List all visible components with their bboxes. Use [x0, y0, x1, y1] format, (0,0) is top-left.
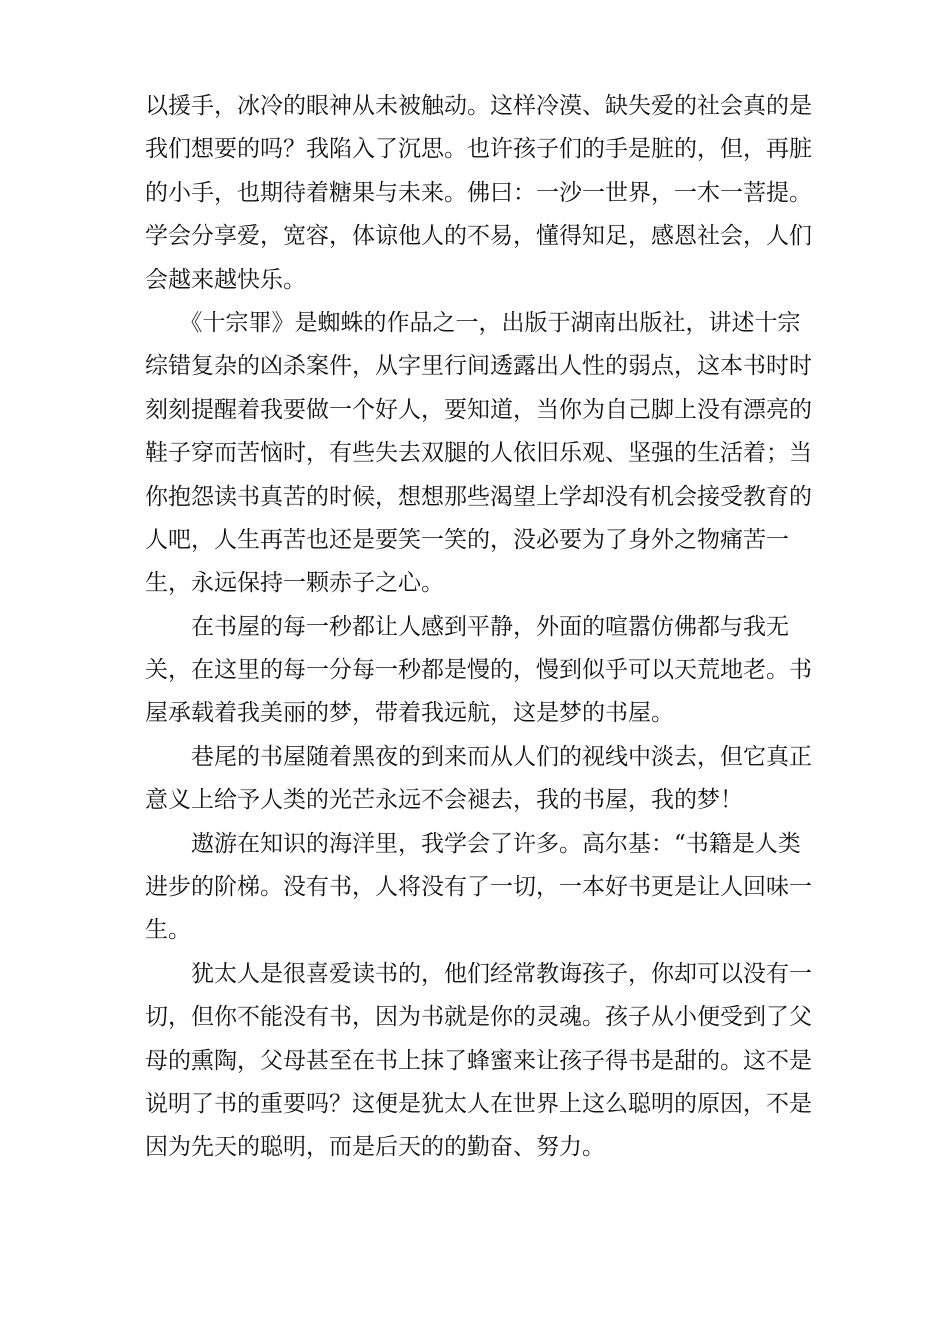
text-line: 母的熏陶，父母甚至在书上抹了蜂蜜来让孩子得书是甜的。这不是 [145, 1047, 812, 1074]
text-line: 鞋子穿而苦恼时，有些失去双腿的人依旧乐观、坚强的生活着；当 [145, 440, 812, 467]
text-line: 在书屋的每一秒都让人感到平静，外面的喧嚣仿佛都与我无 [145, 613, 789, 640]
text-line: 巷尾的书屋随着黑夜的到来而从人们的视线中淡去，但它真正 [145, 743, 812, 770]
text-line: 人吧，人生再苦也还是要笑一笑的，没必要为了身外之物痛苦一 [145, 526, 789, 553]
text-line: 生，永远保持一颗赤子之心。 [145, 570, 444, 597]
text-line: 屋承载着我美丽的梦，带着我远航，这是梦的书屋。 [145, 700, 674, 727]
text-line: 你抱怨读书真苦的时候，想想那些渴望上学却没有机会接受教育的 [145, 483, 812, 510]
text-line: 因为先天的聪明，而是后天的的勤奋、努力。 [145, 1134, 605, 1161]
text-line: 进步的阶梯。没有书，人将没有了一切，一本好书更是让人回味一 [145, 874, 812, 901]
text-line: 《十宗罪》是蜘蛛的作品之一，出版于湖南出版社，讲述十宗 [145, 309, 801, 336]
text-line: 会越来越快乐。 [145, 266, 306, 293]
text-line: 的小手，也期待着糖果与未来。佛曰：一沙一世界，一木一菩提。 [145, 179, 812, 206]
text-line: 我们想要的吗？我陷入了沉思。也许孩子们的手是脏的，但，再脏 [145, 136, 812, 163]
text-line: 生。 [145, 917, 191, 944]
text-line: 犹太人是很喜爱读书的，他们经常教诲孩子，你却可以没有一 [145, 960, 812, 987]
text-line: 以援手，冰冷的眼神从未被触动。这样冷漠、缺失爱的社会真的是 [145, 93, 812, 119]
text-line: 综错复杂的凶杀案件，从字里行间透露出人性的弱点，这本书时时 [145, 353, 812, 380]
text-line: 刻刻提醒着我要做一个好人，要知道，当你为自己脚上没有漂亮的 [145, 396, 812, 423]
text-line: 说明了书的重要吗？这便是犹太人在世界上这么聪明的原因，不是 [145, 1090, 812, 1117]
body-text [145, 85, 812, 1170]
text-line: 遨游在知识的海洋里，我学会了许多。高尔基：“书籍是人类 [145, 830, 801, 857]
text-line: 关，在这里的每一分每一秒都是慢的，慢到似乎可以天荒地老。书 [145, 657, 812, 684]
text-line: 切，但你不能没有书，因为书就是你的灵魂。孩子从小便受到了父 [145, 1004, 812, 1031]
text-line: 学会分享爱，宽容，体谅他人的不易，懂得知足，感恩社会，人们 [145, 223, 812, 250]
text-line: 意义上给予人类的光芒永远不会褪去，我的书屋，我的梦！ [145, 787, 743, 814]
